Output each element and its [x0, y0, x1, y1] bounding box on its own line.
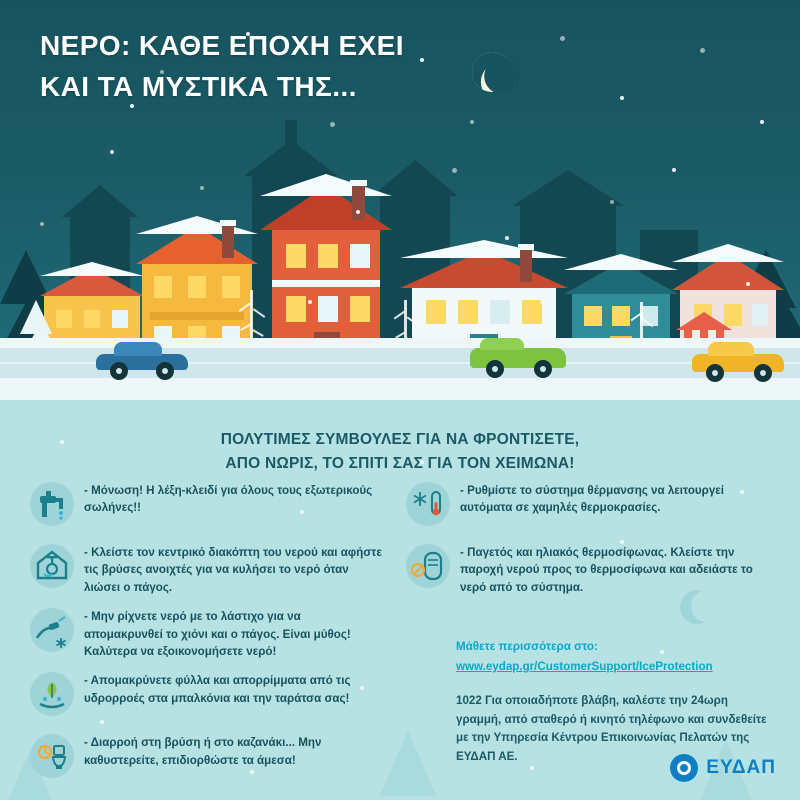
tip-item [398, 482, 778, 532]
panel-decor-tree [380, 730, 436, 796]
logo-mark-icon [670, 754, 698, 782]
snowflake [330, 122, 335, 127]
tip-item [22, 672, 382, 722]
headline-line-1: ΝΕΡΟ: ΚΑΘΕ ΕΠΟΧΗ ΕΧΕΙ [40, 30, 404, 61]
tip-item [398, 544, 778, 596]
subtitle-line-1: ΠΟΛΥΤΙΜΕΣ ΣΥΜΒΟΥΛΕΣ ΓΙΑ ΝΑ ΦΡΟΝΤΙΣΕΤΕ, [220, 431, 580, 448]
snowflake [760, 120, 764, 124]
water-heater-icon [406, 544, 450, 588]
learn-more-label: Μάθετε περισσότερα στο: [456, 640, 598, 653]
snowflake [560, 36, 565, 41]
snowflake [110, 150, 114, 154]
snowflake [620, 96, 624, 100]
thermometer-snowflake-icon [406, 482, 450, 526]
snowflake [540, 300, 544, 304]
tip-text: - Κλείστε τον κεντρικό διακόπτη του νερού και αφήστε τις βρύσες ανοιχτές για να κυλήσει το νερό όταν λιώσει ο πάγος. [84, 546, 382, 594]
snowflake [470, 120, 474, 124]
car-yellow [692, 344, 784, 374]
snowflake [505, 236, 509, 240]
snowflake [672, 168, 676, 172]
gutter-leaves-icon [30, 672, 74, 716]
snowflake [200, 186, 204, 190]
logo-text: ΕΥΔΑΠ [706, 757, 776, 778]
tip-text: - Μόνωση! Η λέξη-κλειδί για όλους τους εξωτερικούς σωλήνες!! [84, 484, 373, 515]
faucet-icon [30, 482, 74, 526]
house-valve-icon [30, 544, 74, 588]
tip-text: - Μην ρίχνετε νερό με το λάστιχο για να απομακρυνθεί το χιόνι και ο πάγος. Είναι μύθος! Καλύτερα να εξοικονομήσετε νερό! [84, 610, 351, 658]
headline-line-2: ΚΑΙ ΤΑ ΜΥΣΤΙΚΑ ΤΗΣ... [40, 70, 357, 102]
page-title [40, 26, 560, 107]
background-building-roof [512, 170, 624, 206]
snowflake [308, 300, 312, 304]
learn-more-block [456, 638, 786, 676]
learn-more-link[interactable]: www.eydap.gr/CustomerSupport/IceProtection [456, 659, 713, 673]
snowflake [746, 282, 750, 286]
house-red-center [256, 168, 396, 365]
tip-item [22, 482, 382, 532]
toilet-leak-icon [30, 734, 74, 778]
car-blue [96, 342, 188, 372]
tip-item [22, 608, 382, 660]
hose-snowflake-icon [30, 608, 74, 652]
tip-text: - Παγετός και ηλιακός θερμοσίφωνας. Κλείστε την παροχή νερού προς το θερμοσίφωνα και αδειάστε το νερό από το σύστημα. [460, 546, 753, 594]
snowflake [356, 210, 360, 214]
tip-text: - Απομακρύνετε φύλλα και απορρίμματα από τις υδρορροές στα μπαλκόνια και την ταράτσα σας! [84, 674, 351, 705]
tips-column-right [398, 482, 778, 608]
snowflake [452, 168, 457, 173]
hotline-info: 1022 Για οποιαδήποτε βλάβη, καλέστε την 24ωρη γραμμή, από σταθερό ή κινητό τηλέφωνο και συνδεθείτε με την Υπηρεσία Κέντρου Επικοινωνίας Πελατών της ΕΥΔΑΠ ΑΕ. [456, 694, 767, 763]
snowflake [530, 766, 534, 770]
eydap-logo[interactable] [670, 754, 776, 782]
tips-panel [0, 400, 800, 800]
snowflake [700, 48, 705, 53]
car-green-van [470, 340, 566, 372]
snowflake [610, 200, 614, 204]
tip-text: - Ρυθμίστε το σύστημα θέρμανσης να λειτουργεί αυτόματα σε χαμηλές θερμοκρασίες. [460, 484, 725, 515]
tip-text: - Διαρροή στη βρύση ή στο καζανάκι... Μην καθυστερείτε, επιδιορθώστε τα άμεσα! [84, 736, 322, 767]
subtitle-line-2: ΑΠΟ ΝΩΡΙΣ, ΤΟ ΣΠΙΤΙ ΣΑΣ ΓΙΑ ΤΟΝ ΧΕΙΜΩΝΑ! [225, 455, 575, 473]
tip-item [22, 734, 382, 784]
snowflake [40, 222, 44, 226]
tips-column-left [22, 482, 382, 796]
tip-item [22, 544, 382, 596]
section-subtitle [0, 428, 800, 476]
background-building-roof [62, 185, 138, 217]
